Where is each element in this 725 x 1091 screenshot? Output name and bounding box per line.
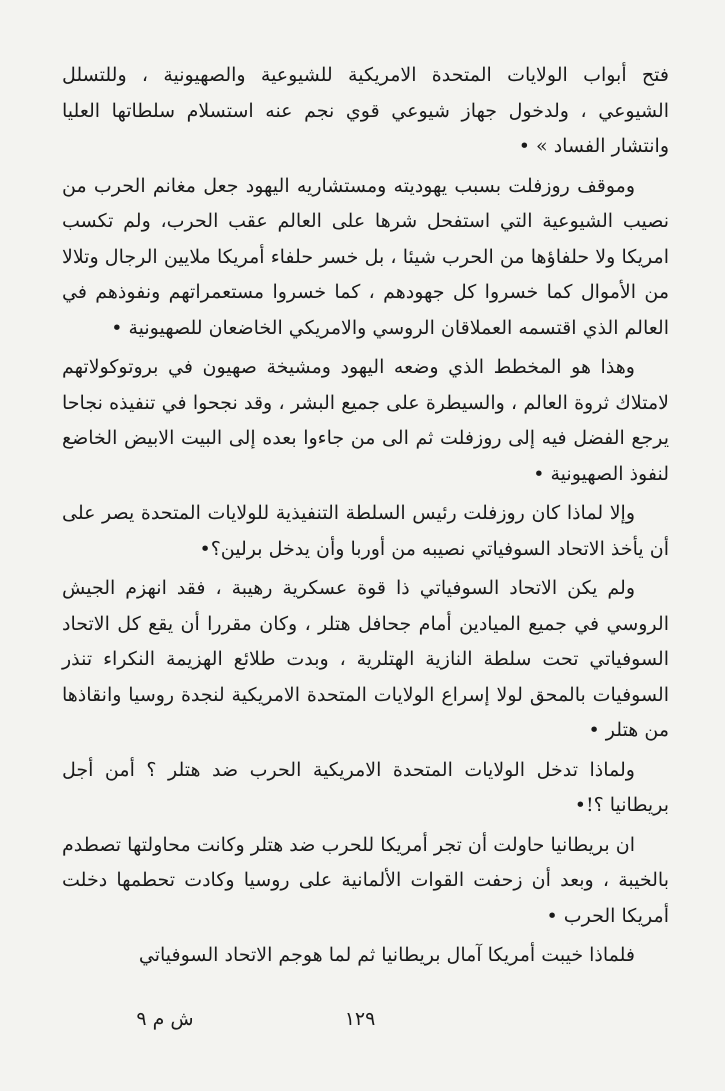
paragraph-why-war: ولماذا تدخل الولايات المتحدة الامريكية الحرب ضد هتلر ؟ أمن أجل بريطانيا ؟!• (62, 758, 669, 816)
paragraph-zionist-plan: وهذا هو المخطط الذي وضعه اليهود ومشيخة صهيون في بروتوكولاتهم لامتلاك ثروة العالم ، والسيطرة على جميع البشر ، وقد نجحوا في تنفيذه نجاحا يرجع الفضل فيه إلى روزفلت ثم الى من جاءوا بعده إلى البيت الابيض الخاضع لنفوذ الصهيونية • (62, 356, 669, 485)
paragraph-soviet-defeat: ولم يكن الاتحاد السوفياتي ذا قوة عسكرية رهيبة ، فقد انهزم الجيش الروسي في جميع الميادين أمام جحافل هتلر ، وكان مقررا أن يقع كل الاتحاد السوفياتي تحت سلطة النازية الهتلرية ، وبدت طلائع الهزيمة النكراء تنذر السوفيات بالمحق لولا إسراع الولايات المتحدة الامريكية لنجدة روسيا وانقاذها من هتلر • (62, 577, 669, 741)
page-footer (0, 1008, 725, 1038)
signature-mark: ش م ٩ (136, 1008, 194, 1030)
paragraph-britain-attempt: ان بريطانيا حاولت أن تجر أمريكا للحرب ضد هتلر وكانت محاولتها تصطدم بالخيبة ، وبعد أن زحفت القوات الألمانية على روسيا وكادت تحطمها دخلت أمريكا الحرب • (62, 833, 669, 927)
body-text (62, 58, 669, 974)
paragraph-continuation: فتح أبواب الولايات المتحدة الامريكية للشيوعية والصهيونية ، وللتسلل الشيوعي ، ولدخول جهاز شيوعي قوي نجم عنه استسلام سلطاتها العليا وانتشار الفساد » • (62, 64, 669, 157)
paragraph-berlin-question: وإلا لماذا كان روزفلت رئيس السلطة التنفيذية للولايات المتحدة يصر على أن يأخذ الاتحاد السوفياتي نصيبه من أوربا وأن يدخل برلين؟• (62, 502, 669, 560)
paragraph-final-question: فلماذا خيبت أمريكا آمال بريطانيا ثم لما هوجم الاتحاد السوفياتي (138, 944, 635, 966)
page-number: ١٢٩ (344, 1008, 376, 1030)
paragraph-roosevelt-position: وموقف روزفلت بسبب يهوديته ومستشاريه اليهود جعل مغانم الحرب من نصيب الشيوعية التي استفحل شرها على العالم عقب الحرب، ولم تكسب امريكا ولا حلفاؤها من الحرب شيئا ، بل خسر حلفاء أمريكا ملايين الرجال وتلالا من الأموال كما خسروا كل جهودهم ، كما خسروا مستعمراتهم ونفوذهم في العالم الذي اقتسمه العملاقان الروسي والامريكي الخاضعان للصهيونية • (62, 174, 669, 339)
